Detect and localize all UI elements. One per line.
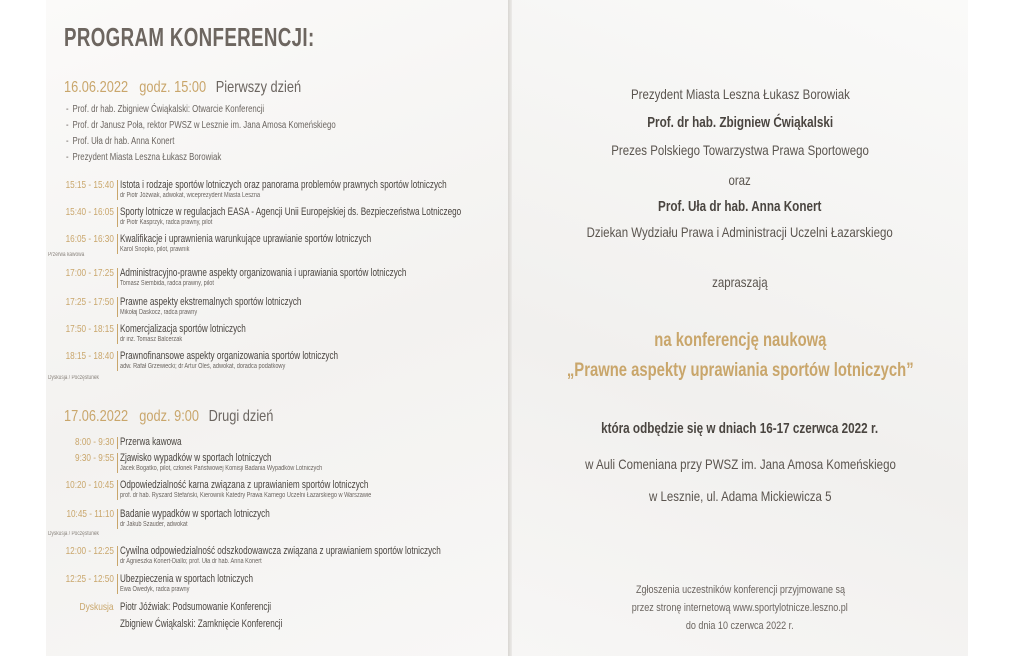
session-row: [0, 479, 508, 503]
host-cwiakalski-role: Prezes Polskiego Towarzystwa Prawa Sportowego: [611, 142, 869, 158]
registration-line: przez stronę internetową www.sportylotnicze.leszno.pl: [631, 602, 849, 614]
session-speaker: dr Piotr Jóźwiak, adwokat, wiceprezydent Miasta Leszna: [120, 192, 261, 199]
session-time: 12:25 - 12:50: [65, 573, 114, 585]
host-cwiakalski: Prof. dr hab. Zbigniew Ćwiąkalski: [647, 114, 833, 131]
session-topic: Odpowiedzialność karna związana z uprawianiem sportów lotniczych: [120, 479, 369, 491]
session-speaker: adw. Rafał Grzewiecki; dr Artur Oleś, adwokat, doradca podatkowy: [120, 363, 286, 370]
divider: [117, 574, 118, 594]
session-speaker: Jacek Bogatko, pilot, członek Państwowej Komisji Badania Wypadków Lotniczych: [120, 465, 323, 472]
session-topic: Cywilna odpowiedzialność odszkodowawcza związana z uprawianiem sportów lotniczych: [120, 545, 441, 557]
session-speaker: dr Piotr Kasprzyk, radca prawny, pilot: [120, 219, 213, 226]
divider: [117, 207, 118, 227]
session-row: [0, 179, 508, 203]
session-time: 10:20 - 10:45: [65, 479, 114, 491]
host-konert-role: Dziekan Wydziału Prawa i Administracji Uczelni Łazarskiego: [586, 224, 894, 240]
session-topic: Ubezpieczenia w sportach lotniczych: [120, 573, 254, 585]
session-row: [0, 267, 508, 291]
discussion-note: Dyskusja / Poczęstunek: [48, 531, 99, 537]
session-speaker: prof. dr hab. Ryszard Stefański, Kierownik Katedry Prawa Karnego Uczelni Łazarskiego w Warszawie: [120, 492, 372, 499]
session-speaker: Ewa Owedyk, radca prawny: [120, 586, 190, 593]
discussion-note: Dyskusja / Poczęstunek: [48, 375, 99, 381]
divider: [117, 351, 118, 371]
registration-line: Zgłoszenia uczestników konferencji przyjmowane są: [635, 584, 845, 596]
session-topic: Przerwa kawowa: [120, 436, 182, 448]
session-topic: Istota i rodzaje sportów lotniczych oraz panorama problemów prawnych sportów lotniczych: [120, 179, 447, 191]
closing-item: Piotr Jóźwiak: Podsumowanie Konferencji: [120, 601, 272, 613]
divider: [117, 509, 118, 529]
session-speaker: Mikołaj Daskocz, radca prawny: [120, 309, 198, 316]
divider: [117, 297, 118, 317]
venue-line: w Auli Comeniana przy PWSZ im. Jana Amosa Komeńskiego: [584, 456, 896, 472]
session-time: 15:40 - 16:05: [65, 206, 114, 218]
session-speaker: dr Agnieszka Konert-Diallo; prof. Uła dr hab. Anna Konert: [120, 558, 262, 565]
session-time: 17:00 - 17:25: [65, 267, 114, 279]
closing-label: Dyskusja: [79, 601, 114, 613]
session-topic: Administracyjno-prawne aspekty organizowania i uprawiania sportów lotniczych: [120, 267, 407, 279]
day2-header: [64, 408, 273, 426]
closing-item: Zbigniew Ćwiąkalski: Zamknięcie Konferencji: [120, 618, 283, 630]
divider: [117, 180, 118, 200]
conference-intro: na konferencję naukową: [653, 330, 827, 351]
session-time: 9:30 - 9:55: [74, 452, 114, 464]
session-row: [0, 508, 508, 532]
session-topic: Prawne aspekty ekstremalnych sportów lotniczych: [120, 296, 302, 308]
conference-dates: która odbędzie się w dniach 16-17 czerwca 2022 r.: [601, 420, 879, 437]
session-time: 16:05 - 16:30: [65, 233, 114, 245]
host-konert: Prof. Uła dr hab. Anna Konert: [658, 198, 822, 215]
session-time: 8:00 - 9:30: [74, 436, 114, 448]
session-topic: Sporty lotnicze w regulacjach EASA - Agencji Unii Europejskiej ds. Bezpieczeństwa Lotniczego: [120, 206, 462, 218]
day1-hour: godz. 15:00: [139, 79, 207, 96]
session-time: 15:15 - 15:40: [65, 179, 114, 191]
day2-hour: godz. 9:00: [139, 408, 200, 425]
closing-row: [0, 618, 508, 632]
opening-speaker: - Prezydent Miasta Leszna Łukasz Borowiak: [66, 152, 221, 163]
session-speaker: Tomasz Siembida, radca prawny, pilot: [120, 280, 214, 287]
session-topic: Kwalifikacje i uprawnienia warunkujące uprawianie sportów lotniczych: [120, 233, 372, 245]
session-time: 17:25 - 17:50: [65, 296, 114, 308]
break-note: Przerwa kawowa: [48, 252, 85, 258]
session-row: [0, 573, 508, 597]
day2-label: Drugi dzień: [208, 408, 274, 425]
session-topic: Zjawisko wypadków w sportach lotniczych: [120, 452, 272, 464]
host-mayor: Prezydent Miasta Leszna Łukasz Borowiak: [630, 86, 850, 102]
opening-speaker: - Prof. dr hab. Zbigniew Ćwiąkalski: Otwarcie Konferencji: [66, 104, 264, 115]
divider: [117, 453, 118, 473]
day1-label: Pierwszy dzień: [215, 79, 302, 96]
session-time: 18:15 - 18:40: [65, 350, 114, 362]
session-row: [0, 323, 508, 347]
invite-word: zapraszają: [712, 274, 768, 290]
session-speaker: dr Jakub Szauder, adwokat: [120, 521, 188, 528]
divider: [117, 480, 118, 500]
closing-row: [0, 601, 508, 615]
session-time: 17:50 - 18:15: [65, 323, 114, 335]
conference-title: „Prawne aspekty uprawiania sportów lotniczych”: [566, 360, 914, 381]
session-speaker: Karol Snopko, pilot, prawnik: [120, 246, 190, 253]
session-topic: Prawnofinansowe aspekty organizowania sportów lotniczych: [120, 350, 339, 362]
session-topic: Badanie wypadków w sportach lotniczych: [120, 508, 270, 520]
day1-date: 16.06.2022: [64, 79, 129, 96]
divider: [117, 234, 118, 254]
divider: [117, 324, 118, 344]
session-time: 10:45 - 11:10: [66, 508, 114, 520]
session-row: [0, 206, 508, 230]
program-title: PROGRAM KONFERENCJI:: [64, 22, 315, 52]
and-word: oraz: [728, 172, 752, 188]
opening-speaker: - Prof. dr Janusz Poła, rektor PWSZ w Lesznie im. Jana Amosa Komeńskiego: [66, 120, 336, 131]
day2-date: 17.06.2022: [64, 408, 129, 425]
day1-header: [64, 79, 301, 97]
session-row: [0, 296, 508, 320]
divider: [117, 268, 118, 288]
session-time: 12:00 - 12:25: [65, 545, 114, 557]
session-speaker: dr inż. Tomasz Balcerzak: [120, 336, 183, 343]
divider: [117, 546, 118, 566]
opening-speaker: - Prof. Uła dr hab. Anna Konert: [66, 136, 174, 147]
session-row: [0, 452, 508, 476]
session-row: [0, 350, 508, 374]
session-topic: Komercjalizacja sportów lotniczych: [120, 323, 246, 335]
address-line: w Lesznie, ul. Adama Mickiewicza 5: [648, 488, 832, 504]
registration-deadline: do dnia 10 czerwca 2022 r.: [686, 620, 794, 632]
divider: [117, 437, 118, 449]
session-row: [0, 545, 508, 569]
